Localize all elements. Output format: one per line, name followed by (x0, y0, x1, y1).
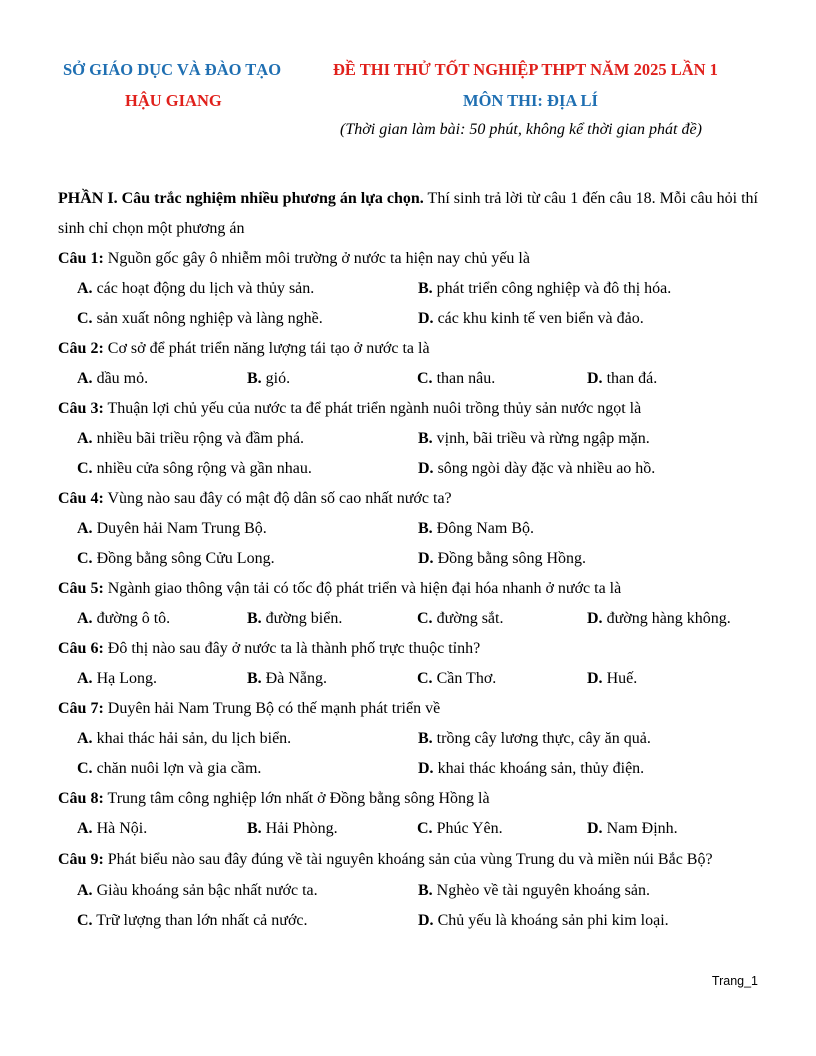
question-label: Câu 1: (58, 250, 104, 267)
part1-intro (58, 184, 758, 244)
option-text: Hạ Long. (96, 670, 157, 687)
question-label: Câu 2: (58, 340, 104, 357)
option-text: sông ngòi dày đặc và nhiều ao hồ. (437, 460, 656, 477)
question-label: Câu 8: (58, 790, 104, 807)
option-letter: C. (417, 610, 433, 627)
option-letter: A. (77, 820, 93, 837)
option-text: Cần Thơ. (436, 670, 497, 687)
option-a[interactable] (77, 876, 418, 906)
option-letter: B. (247, 820, 262, 837)
option-c[interactable] (77, 454, 418, 484)
option-text: sản xuất nông nghiệp và làng nghề. (96, 310, 323, 327)
exam-title: ĐỀ THI THỬ TỐT NGHIỆP THPT NĂM 2025 LẦN 1 (333, 60, 718, 79)
question-9 (58, 844, 758, 876)
options-row (58, 424, 758, 454)
option-d[interactable] (418, 454, 759, 484)
question-4 (58, 484, 758, 514)
option-b[interactable] (247, 664, 417, 694)
option-letter: D. (587, 670, 603, 687)
option-letter: B. (418, 280, 433, 297)
option-b[interactable] (418, 724, 759, 754)
option-b[interactable] (247, 364, 417, 394)
question-text: Duyên hải Nam Trung Bộ có thế mạnh phát triển về (107, 700, 441, 717)
part1-title: PHẦN I. Câu trắc nghiệm nhiều phương án lựa chọn. (58, 190, 424, 207)
option-letter: B. (418, 730, 433, 747)
option-c[interactable] (77, 544, 418, 574)
question-label: Câu 9: (58, 851, 104, 868)
option-text: Đông Nam Bộ. (436, 520, 534, 537)
option-letter: A. (77, 370, 93, 387)
option-letter: A. (77, 730, 93, 747)
option-d[interactable] (418, 544, 759, 574)
option-c[interactable] (417, 664, 587, 694)
option-letter: A. (77, 670, 93, 687)
option-letter: C. (417, 820, 433, 837)
option-letter: B. (247, 610, 262, 627)
option-letter: C. (77, 550, 93, 567)
option-a[interactable] (77, 424, 418, 454)
option-text: đường biển. (265, 610, 343, 627)
option-a[interactable] (77, 514, 418, 544)
page-number: Trang_1 (711, 974, 758, 988)
option-letter: D. (418, 460, 434, 477)
option-letter: C. (417, 370, 433, 387)
options-row (58, 664, 758, 694)
option-text: trồng cây lương thực, cây ăn quả. (436, 730, 651, 747)
option-letter: B. (418, 520, 433, 537)
option-text: các khu kinh tế ven biển và đảo. (437, 310, 644, 327)
options-row (58, 454, 758, 484)
option-text: Đồng bằng sông Cửu Long. (96, 550, 275, 567)
options-row (58, 274, 758, 304)
option-text: Nam Định. (606, 820, 678, 837)
option-letter: A. (77, 430, 93, 447)
option-d[interactable] (587, 364, 757, 394)
option-d[interactable] (418, 304, 759, 334)
question-list (58, 244, 758, 936)
option-letter: A. (77, 610, 93, 627)
options-row (58, 876, 758, 906)
option-letter: D. (587, 820, 603, 837)
question-text: Thuận lợi chủ yếu của nước ta để phát triển ngành nuôi trồng thủy sản nước ngọt là (107, 400, 642, 417)
option-letter: D. (418, 310, 434, 327)
option-text: khai thác hải sản, du lịch biển. (96, 730, 292, 747)
option-b[interactable] (418, 514, 759, 544)
exam-content (58, 184, 758, 936)
option-text: Huế. (606, 670, 638, 687)
question-5 (58, 574, 758, 604)
option-text: Trữ lượng than lớn nhất cả nước. (96, 912, 308, 929)
part1-instructions: Thí sinh trả lời từ câu 1 đến câu 18. Mỗi câu hỏi thí sinh chỉ chọn một phương án (58, 190, 758, 237)
option-text: Phúc Yên. (436, 820, 503, 837)
option-b[interactable] (247, 814, 417, 844)
options-row (58, 906, 758, 936)
option-text: phát triển công nghiệp và đô thị hóa. (436, 280, 672, 297)
option-text: nhiều bãi triều rộng và đầm phá. (96, 430, 305, 447)
option-letter: B. (247, 370, 262, 387)
option-d[interactable] (418, 906, 759, 936)
question-8 (58, 784, 758, 814)
options-row (58, 604, 758, 634)
question-text: Trung tâm công nghiệp lớn nhất ở Đồng bằng sông Hồng là (107, 790, 490, 807)
option-a[interactable] (77, 364, 247, 394)
question-text: Phát biểu nào sau đây đúng về tài nguyên khoáng sản của vùng Trung du và miền núi Bắc Bộ? (107, 851, 713, 868)
option-text: Đà Nẵng. (265, 670, 327, 687)
question-text: Cơ sở để phát triển năng lượng tái tạo ở nước ta là (107, 340, 430, 357)
question-label: Câu 7: (58, 700, 104, 717)
option-letter: D. (418, 760, 434, 777)
option-b[interactable] (418, 274, 759, 304)
option-letter: C. (77, 912, 93, 929)
option-letter: A. (77, 520, 93, 537)
option-b[interactable] (418, 424, 759, 454)
question-text: Đô thị nào sau đây ở nước ta là thành phố trực thuộc tỉnh? (107, 640, 481, 657)
option-c[interactable] (417, 364, 587, 394)
question-7 (58, 694, 758, 724)
province-name: HẬU GIANG (125, 91, 222, 110)
option-letter: C. (417, 670, 433, 687)
option-c[interactable] (77, 906, 418, 936)
option-c[interactable] (417, 604, 587, 634)
option-a[interactable] (77, 724, 418, 754)
option-text: nhiều cửa sông rộng và gần nhau. (96, 460, 312, 477)
option-letter: C. (77, 760, 93, 777)
option-c[interactable] (77, 754, 418, 784)
options-row (58, 514, 758, 544)
option-text: đường sắt. (436, 610, 504, 627)
options-row (58, 814, 758, 844)
option-text: vịnh, bãi triều và rừng ngập mặn. (436, 430, 650, 447)
option-d[interactable] (587, 664, 757, 694)
question-label: Câu 6: (58, 640, 104, 657)
option-text: Giàu khoáng sản bậc nhất nước ta. (96, 882, 318, 899)
option-letter: A. (77, 280, 93, 297)
option-b[interactable] (247, 604, 417, 634)
options-row (58, 544, 758, 574)
option-text: than đá. (606, 370, 658, 387)
option-text: Duyên hải Nam Trung Bộ. (96, 520, 267, 537)
option-a[interactable] (77, 814, 247, 844)
question-3 (58, 394, 758, 424)
option-text: khai thác khoáng sản, thủy điện. (437, 760, 645, 777)
option-letter: A. (77, 882, 93, 899)
option-d[interactable] (587, 814, 757, 844)
option-a[interactable] (77, 274, 418, 304)
options-row (58, 754, 758, 784)
option-letter: D. (418, 550, 434, 567)
option-a[interactable] (77, 604, 247, 634)
option-letter: C. (77, 460, 93, 477)
option-text: đường ô tô. (96, 610, 171, 627)
option-letter: D. (587, 610, 603, 627)
option-letter: C. (77, 310, 93, 327)
option-b[interactable] (418, 876, 759, 906)
question-label: Câu 3: (58, 400, 104, 417)
option-text: đường hàng không. (606, 610, 731, 627)
question-label: Câu 4: (58, 490, 104, 507)
option-text: Chủ yếu là khoáng sản phi kim loại. (437, 912, 669, 929)
question-text: Nguồn gốc gây ô nhiễm môi trường ở nước ta hiện nay chủ yếu là (107, 250, 530, 267)
question-label: Câu 5: (58, 580, 104, 597)
option-d[interactable] (418, 754, 759, 784)
option-text: Đồng bằng sông Hồng. (437, 550, 586, 567)
option-text: các hoạt động du lịch và thủy sản. (96, 280, 315, 297)
option-letter: D. (418, 912, 434, 929)
option-letter: B. (418, 882, 433, 899)
option-text: dầu mỏ. (96, 370, 149, 387)
question-6 (58, 634, 758, 664)
question-text: Ngành giao thông vận tải có tốc độ phát triển và hiện đại hóa nhanh ở nước ta là (107, 580, 622, 597)
question-2 (58, 334, 758, 364)
option-c[interactable] (77, 304, 418, 334)
option-text: Hải Phòng. (265, 820, 338, 837)
question-1 (58, 244, 758, 274)
option-text: Hà Nội. (96, 820, 148, 837)
time-note: (Thời gian làm bài: 50 phút, không kể thời gian phát đề) (340, 121, 702, 138)
option-letter: B. (418, 430, 433, 447)
option-text: gió. (265, 370, 291, 387)
option-text: than nâu. (436, 370, 496, 387)
options-row (58, 304, 758, 334)
option-text: chăn nuôi lợn và gia cầm. (96, 760, 262, 777)
question-text: Vùng nào sau đây có mật độ dân số cao nhất nước ta? (107, 490, 452, 507)
option-letter: B. (247, 670, 262, 687)
option-c[interactable] (417, 814, 587, 844)
options-row (58, 724, 758, 754)
option-letter: D. (587, 370, 603, 387)
option-text: Nghèo về tài nguyên khoáng sản. (436, 882, 650, 899)
option-a[interactable] (77, 664, 247, 694)
options-row (58, 364, 758, 394)
option-d[interactable] (587, 604, 757, 634)
subject-title: MÔN THI: ĐỊA LÍ (463, 91, 598, 110)
department-name: SỞ GIÁO DỤC VÀ ĐÀO TẠO (63, 60, 282, 79)
